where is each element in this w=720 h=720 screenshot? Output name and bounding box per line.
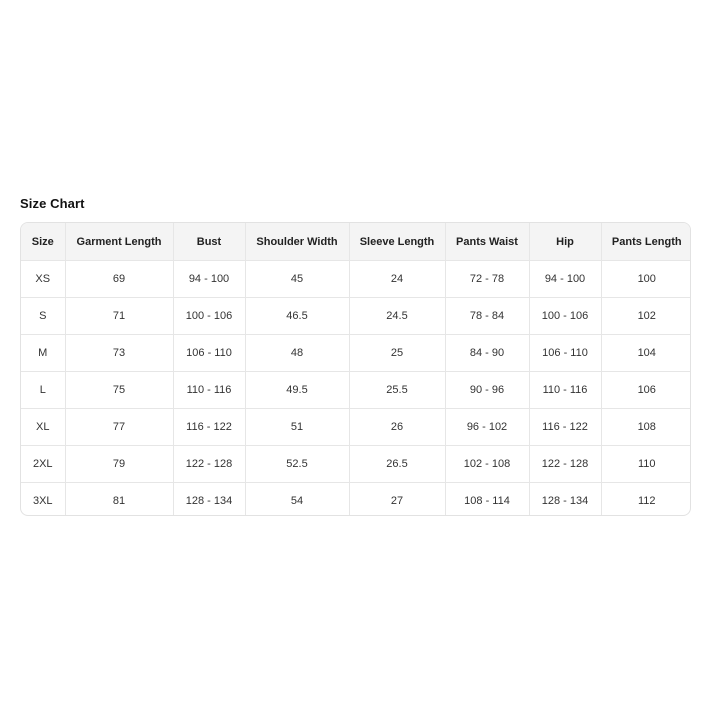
table-cell: 48 (245, 335, 349, 372)
table-cell: 110 - 116 (529, 372, 601, 409)
table-row (21, 446, 691, 483)
table-cell: 106 - 110 (529, 335, 601, 372)
table-cell: M (21, 335, 65, 372)
table-row (21, 335, 691, 372)
size-chart-table (21, 223, 691, 516)
table-cell: 26 (349, 409, 445, 446)
table-cell: 110 (601, 446, 691, 483)
table-cell: 46.5 (245, 298, 349, 335)
table-cell: 110 - 116 (173, 372, 245, 409)
header-row (21, 223, 691, 261)
table-cell: 108 (601, 409, 691, 446)
table-cell: 73 (65, 335, 173, 372)
table-cell: 81 (65, 483, 173, 517)
table-cell: 69 (65, 261, 173, 298)
table-cell: 128 - 134 (173, 483, 245, 517)
table-cell: 90 - 96 (445, 372, 529, 409)
table-cell: 100 - 106 (529, 298, 601, 335)
table-cell: 25.5 (349, 372, 445, 409)
header-sleeve-length: Sleeve Length (349, 223, 445, 261)
header-pants-length: Pants Length (601, 223, 691, 261)
table-cell: 100 - 106 (173, 298, 245, 335)
table-cell: S (21, 298, 65, 335)
table-cell: 96 - 102 (445, 409, 529, 446)
header-garment-length: Garment Length (65, 223, 173, 261)
table-cell: 24.5 (349, 298, 445, 335)
table-cell: 112 (637, 495, 656, 507)
table-cell: 71 (65, 298, 173, 335)
table-cell: 122 - 128 (529, 446, 601, 483)
table-row (21, 372, 691, 409)
size-chart-table-container (20, 222, 691, 516)
table-row (21, 409, 691, 446)
table-cell: 78 - 84 (445, 298, 529, 335)
table-cell: 24 (349, 261, 445, 298)
table-row (21, 298, 691, 335)
header-pants-waist: Pants Waist (445, 223, 529, 261)
table-cell: 94 - 100 (529, 261, 601, 298)
table-cell: XS (21, 261, 65, 298)
header-hip: Hip (529, 223, 601, 261)
table-cell: 104 (601, 335, 691, 372)
table-cell: 72 - 78 (445, 261, 529, 298)
table-cell: 84 - 90 (445, 335, 529, 372)
table-cell: 27 (349, 483, 445, 517)
table-cell: 116 - 122 (529, 409, 601, 446)
table-cell: 100 (601, 261, 691, 298)
table-cell: 45 (245, 261, 349, 298)
table-cell: 102 (601, 298, 691, 335)
table-cell: 75 (65, 372, 173, 409)
table-cell: 106 (601, 372, 691, 409)
table-cell: XL (21, 409, 65, 446)
table-cell: 77 (65, 409, 173, 446)
table-cell: 52.5 (245, 446, 349, 483)
table-cell: 128 - 134 (529, 483, 601, 517)
table-row (21, 483, 691, 517)
table-cell: 106 - 110 (173, 335, 245, 372)
header-size: Size (21, 223, 65, 261)
table-cell: 94 - 100 (173, 261, 245, 298)
table-cell: L (21, 372, 65, 409)
table-row (21, 261, 691, 298)
table-cell: 25 (349, 335, 445, 372)
table-cell: 54 (245, 483, 349, 517)
header-shoulder-width: Shoulder Width (245, 223, 349, 261)
table-cell: 26.5 (349, 446, 445, 483)
table-cell: 102 - 108 (445, 446, 529, 483)
table-cell: 108 - 114 (445, 483, 529, 517)
table-cell: 116 - 122 (173, 409, 245, 446)
table-cell: 51 (245, 409, 349, 446)
table-cell: 122 - 128 (173, 446, 245, 483)
header-bust: Bust (173, 223, 245, 261)
page-title: Size Chart (20, 196, 85, 211)
table-cell: 79 (65, 446, 173, 483)
table-cell: 49.5 (245, 372, 349, 409)
table-cell: 2XL (21, 446, 65, 483)
table-cell: 3XL (21, 483, 65, 517)
